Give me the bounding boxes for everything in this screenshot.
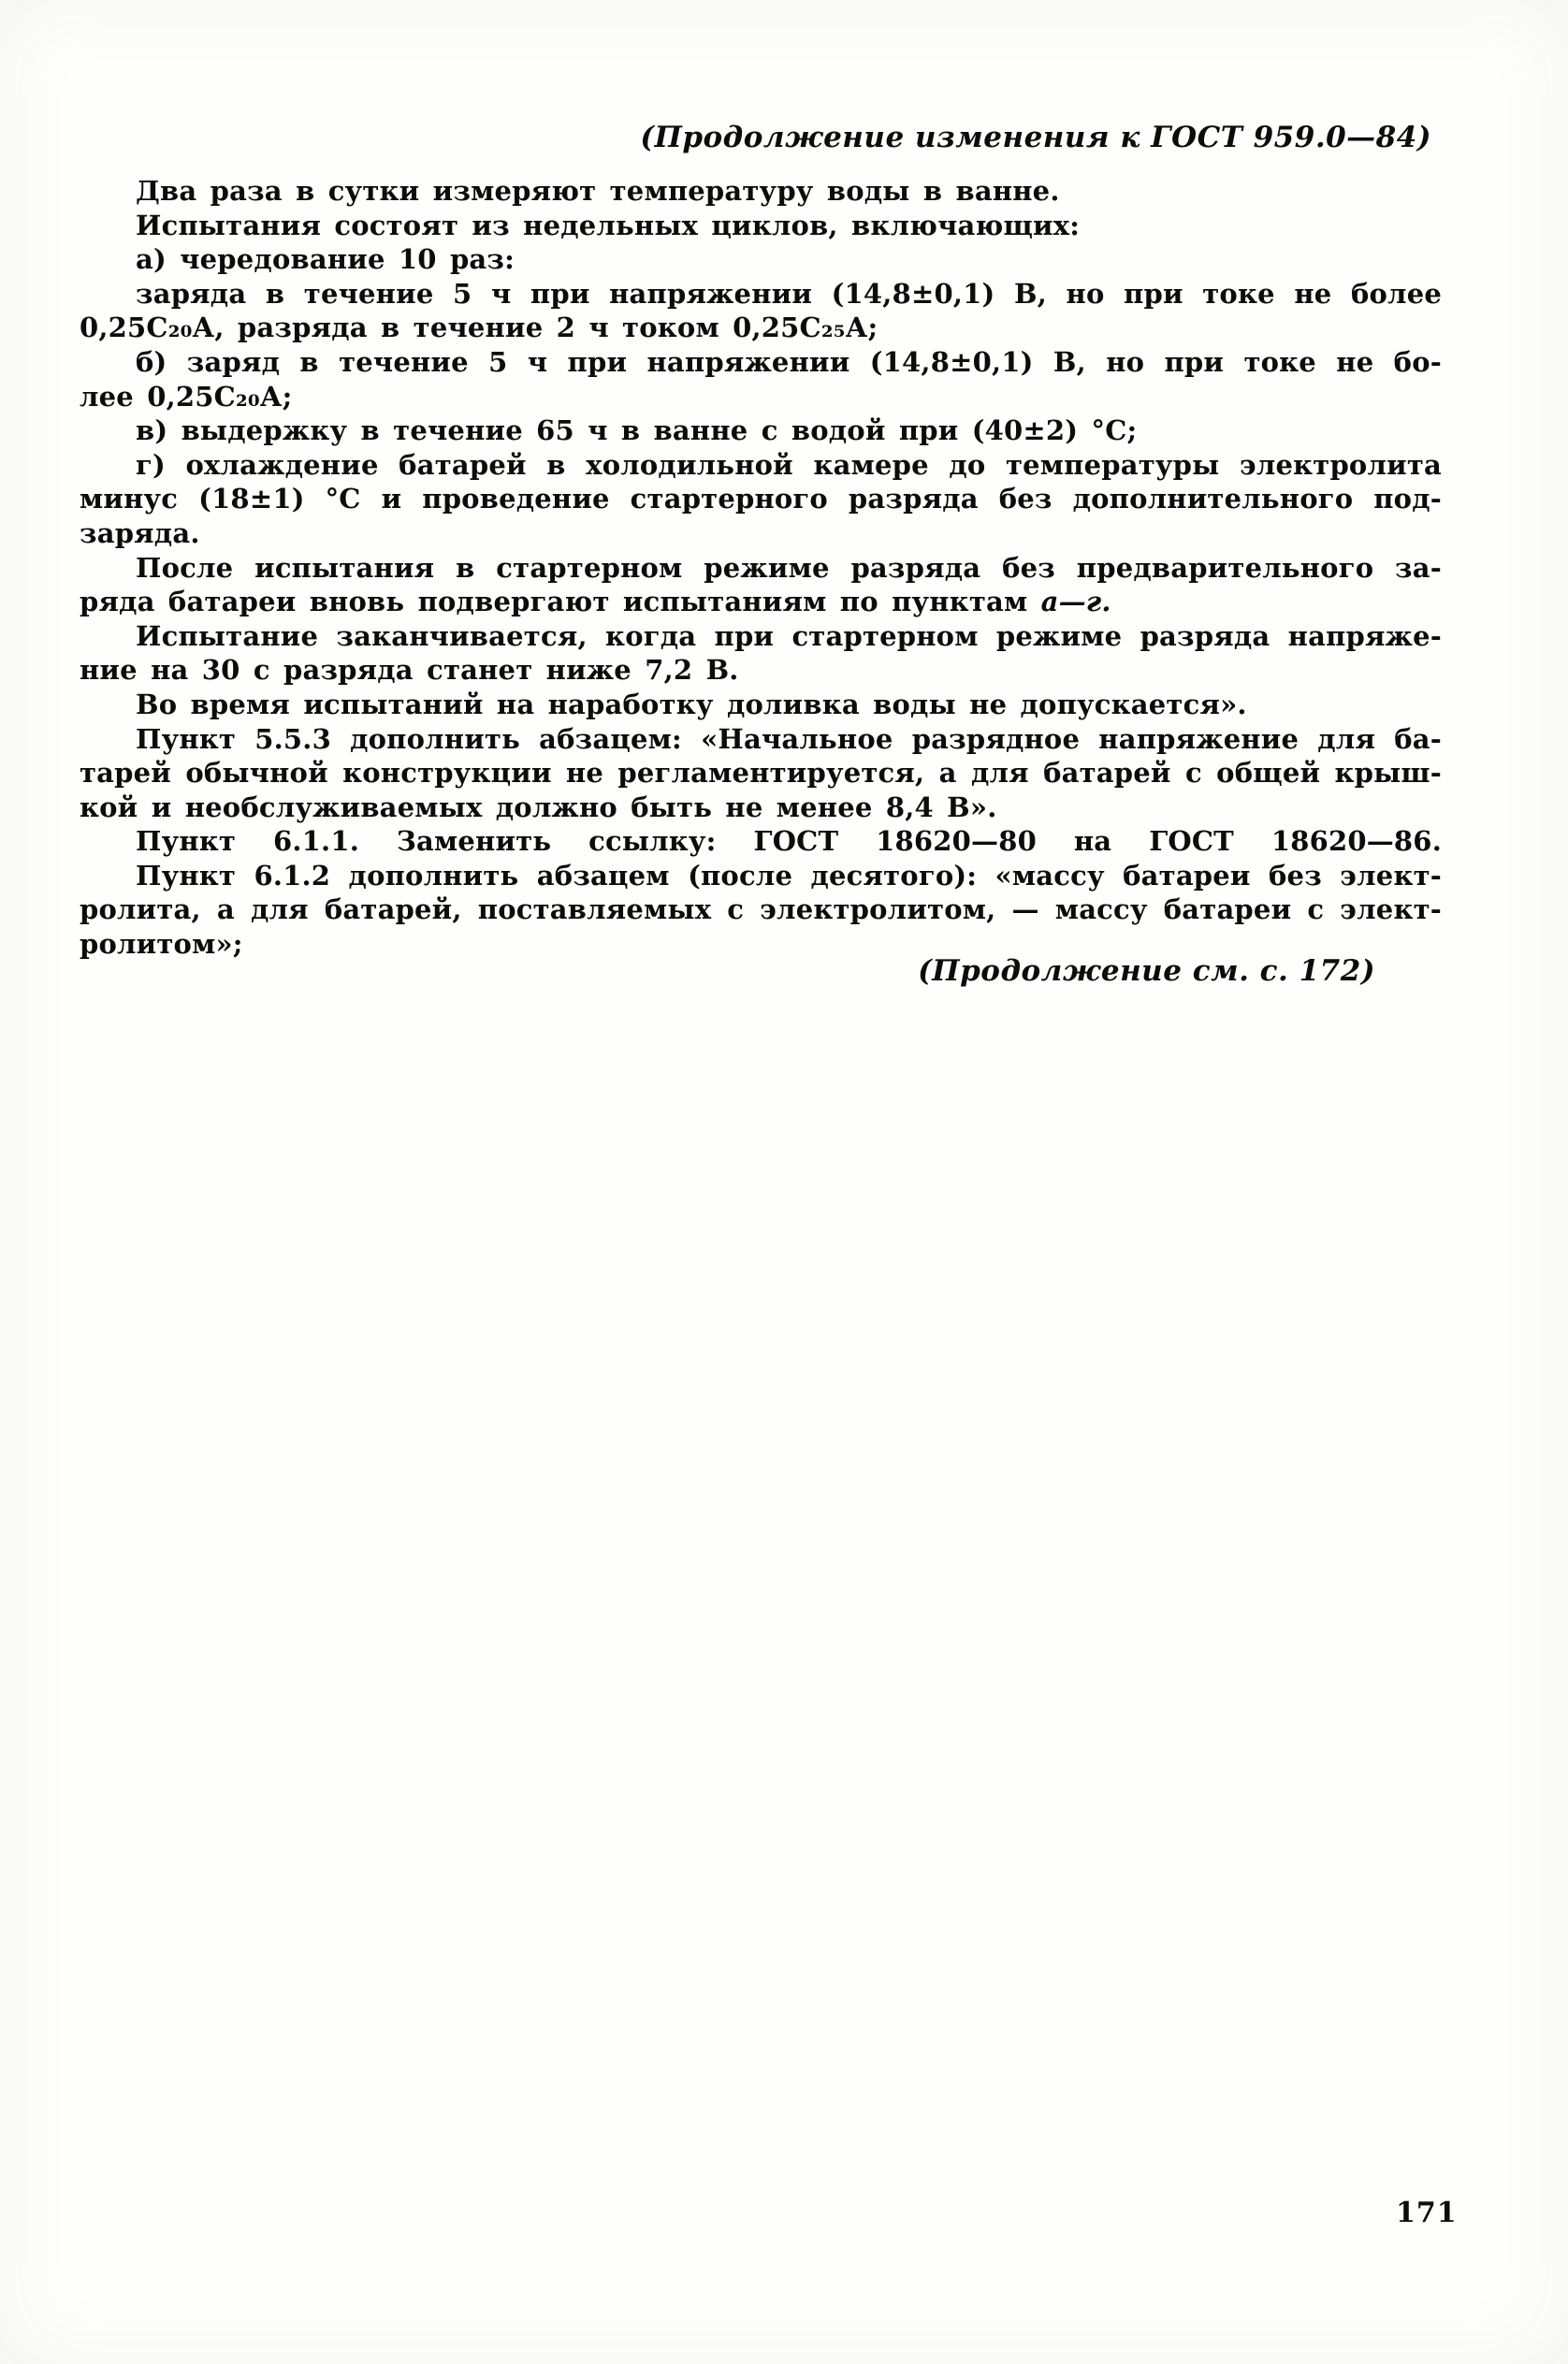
body-line: Во время испытаний на наработку доливка воды не допускается».	[136, 688, 1247, 720]
body-line: в) выдержку в течение 65 ч в ванне с водой при (40±2) °С;	[136, 414, 1138, 447]
body-line: лее 0,25С₂₀А;	[80, 380, 293, 413]
italic-points-range: а—г.	[1040, 586, 1111, 618]
continuation-see-note: (Продолжение см. с. 172)	[918, 954, 1375, 988]
body-line: Пункт 5.5.3 дополнить абзацем: «Начальное разрядное напряжение для ба-	[136, 722, 1442, 755]
body-line: 0,25С₂₀А, разряда в течение 2 ч током 0,25С₂₅А;	[80, 312, 878, 344]
body-line: Пункт 6.1.2 дополнить абзацем (после десятого): «массу батареи без элект-	[136, 859, 1442, 892]
body-line: минус (18±1) °С и проведение стартерного разряда без дополнительного под-	[80, 483, 1442, 515]
body-line: Два раза в сутки измеряют температуру воды в ванне.	[136, 175, 1060, 207]
body-line	[80, 585, 1442, 619]
body-line: После испытания в стартерном режиме разряда без предварительного за-	[136, 551, 1442, 584]
document-body	[80, 174, 1442, 962]
body-line: кой и необслуживаемых должно быть не менее 8,4 В».	[80, 790, 997, 823]
page-number: 171	[1396, 2197, 1458, 2229]
body-line: заряда.	[80, 516, 200, 549]
body-line: Пункт 6.1.1. Заменить ссылку: ГОСТ 18620—80 на ГОСТ 18620—86.	[136, 825, 1442, 858]
body-line-text: ряда батареи вновь подвергают испытаниям по пунктам	[80, 586, 1041, 618]
body-line: Испытание заканчивается, когда при стартерном режиме разряда напряже-	[136, 619, 1442, 652]
body-line: ние на 30 с разряда станет ниже 7,2 В.	[80, 654, 739, 687]
body-line: тарей обычной конструкции не регламентируется, а для батарей с общей крыш-	[80, 757, 1442, 790]
body-line: а) чередование 10 раз:	[136, 243, 515, 276]
body-line: ролита, а для батарей, поставляемых с электролитом, — массу батареи с элект-	[80, 893, 1442, 926]
body-line: заряда в течение 5 ч при напряжении (14,8±0,1) В, но при токе не более	[136, 277, 1442, 310]
body-line: Испытания состоят из недельных циклов, включающих:	[136, 209, 1081, 241]
body-line: б) заряд в течение 5 ч при напряжении (14,8±0,1) В, но при токе не бо-	[136, 345, 1442, 378]
header-continuation-note: (Продолжение изменения к ГОСТ 959.0—84)	[640, 121, 1431, 154]
body-line: ролитом»;	[80, 928, 243, 961]
body-line: г) охлаждение батарей в холодильной камере до температуры электролита	[136, 448, 1442, 481]
